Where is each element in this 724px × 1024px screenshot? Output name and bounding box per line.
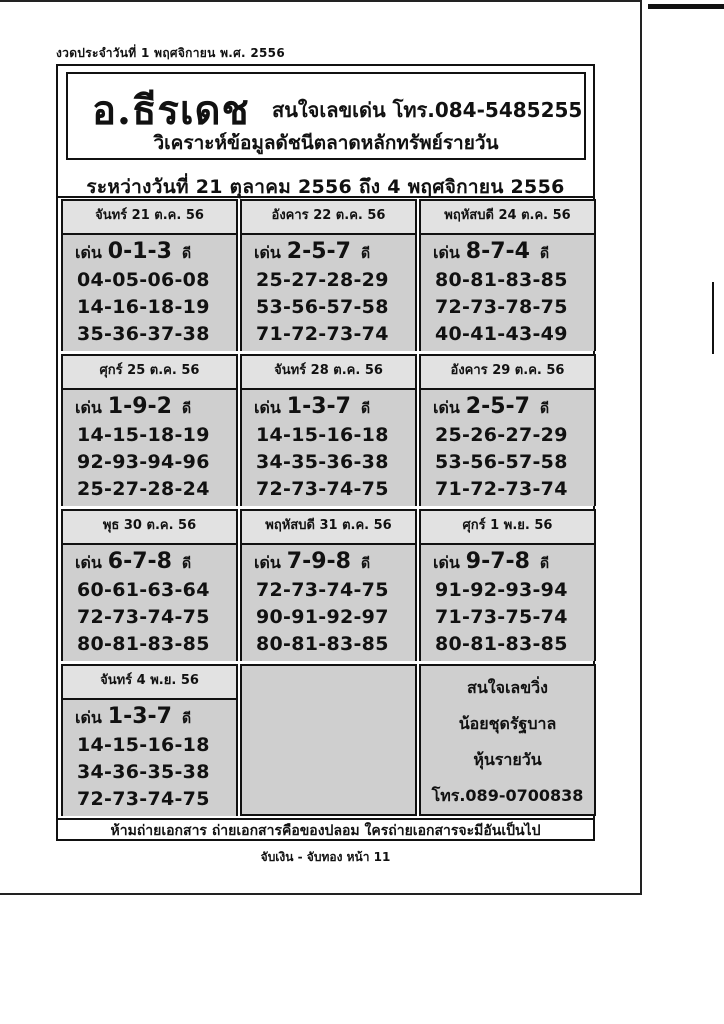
day-date: อังคาร 29 ต.ค. 56 <box>421 356 594 390</box>
day-date: จันทร์ 28 ต.ค. 56 <box>242 356 415 390</box>
number-row: 14-15-18-19 <box>77 424 210 446</box>
number-row: 53-56-57-58 <box>435 451 568 473</box>
blank-panel <box>240 664 417 816</box>
number-row: 90-91-92-97 <box>256 606 389 628</box>
lead-label: เด่น <box>254 398 281 417</box>
number-row: 80-81-83-85 <box>435 633 568 655</box>
day-body <box>421 390 594 506</box>
subtitle: วิเคราะห์ข้อมูลดัชนีตลาดหลักทรัพย์รายวัน <box>153 132 499 154</box>
lead-numbers: 2-5-7 <box>465 394 530 419</box>
lead-label: เด่น <box>75 553 102 572</box>
contact-line: สนใจเลขเด่น โทร.084-5485255 <box>272 98 583 122</box>
lead-label: เด่น <box>254 243 281 262</box>
day-body <box>63 700 236 816</box>
lead-row <box>63 702 236 732</box>
lead-label: เด่น <box>75 398 102 417</box>
day-date: จันทร์ 21 ต.ค. 56 <box>63 201 236 235</box>
day-date: พุธ 30 ต.ค. 56 <box>63 511 236 545</box>
day-date: จันทร์ 4 พ.ย. 56 <box>63 666 236 700</box>
issue-date-header: งวดประจำวันที่ 1 พฤศจิกายน พ.ศ. 2556 <box>56 46 285 60</box>
number-row: 92-93-94-96 <box>77 451 210 473</box>
day-cell <box>240 354 417 506</box>
lead-label: เด่น <box>433 553 460 572</box>
lead-numbers: 9-7-8 <box>465 549 530 574</box>
day-cell <box>61 199 238 351</box>
day-date: อังคาร 22 ต.ค. 56 <box>242 201 415 235</box>
side-mark <box>712 282 714 354</box>
lead-numbers: 2-5-7 <box>286 239 351 264</box>
number-row: 25-27-28-29 <box>256 269 389 291</box>
good-label: ดี <box>360 401 371 417</box>
good-label: ดี <box>360 246 371 262</box>
page-edge-top <box>0 0 640 2</box>
lead-numbers: 6-7-8 <box>107 549 172 574</box>
day-body <box>242 545 415 661</box>
day-date: ศุกร์ 1 พ.ย. 56 <box>421 511 594 545</box>
day-body <box>421 545 594 661</box>
lead-numbers: 0-1-3 <box>107 239 172 264</box>
lead-label: เด่น <box>433 398 460 417</box>
day-body <box>63 235 236 351</box>
good-label: ดี <box>360 556 371 572</box>
good-label: ดี <box>181 401 192 417</box>
promo-line: น้อยชุดรัฐบาล <box>458 714 557 733</box>
number-row: 72-73-74-75 <box>77 606 210 628</box>
good-label: ดี <box>539 246 550 262</box>
lead-label: เด่น <box>75 243 102 262</box>
lead-row <box>242 237 415 267</box>
promo-line: หุ้นรายวัน <box>473 750 542 769</box>
good-label: ดี <box>181 556 192 572</box>
lead-row <box>242 392 415 422</box>
lead-label: เด่น <box>254 553 281 572</box>
number-row: 80-81-83-85 <box>77 633 210 655</box>
lead-row <box>421 547 594 577</box>
day-body <box>242 390 415 506</box>
number-row: 35-36-37-38 <box>77 323 210 345</box>
title-box <box>66 72 586 160</box>
number-row: 80-81-83-85 <box>256 633 389 655</box>
number-row: 34-35-36-38 <box>256 451 389 473</box>
day-cell <box>419 354 596 506</box>
lead-numbers: 8-7-4 <box>465 239 530 264</box>
number-row: 71-72-73-74 <box>256 323 389 345</box>
promo-line: สนใจเลขวิ่ง <box>467 678 548 697</box>
day-cell <box>61 664 238 816</box>
day-cell <box>419 199 596 351</box>
good-label: ดี <box>181 711 192 727</box>
lead-numbers: 1-3-7 <box>286 394 351 419</box>
day-cell <box>419 509 596 661</box>
corner-mark <box>648 4 724 9</box>
number-row: 60-61-63-64 <box>77 579 210 601</box>
number-row: 34-36-35-38 <box>77 761 210 783</box>
number-row: 71-72-73-74 <box>435 478 568 500</box>
number-row: 71-73-75-74 <box>435 606 568 628</box>
lead-numbers: 1-3-7 <box>107 704 172 729</box>
number-row: 72-73-74-75 <box>256 478 389 500</box>
number-row: 25-26-27-29 <box>435 424 568 446</box>
page-edge-bottom <box>0 893 642 895</box>
day-date: พฤหัสบดี 31 ต.ค. 56 <box>242 511 415 545</box>
day-date: พฤหัสบดี 24 ต.ค. 56 <box>421 201 594 235</box>
good-label: ดี <box>539 556 550 572</box>
number-row: 53-56-57-58 <box>256 296 389 318</box>
lead-numbers: 1-9-2 <box>107 394 172 419</box>
lead-row <box>421 237 594 267</box>
number-row: 14-15-16-18 <box>256 424 389 446</box>
lead-row <box>63 547 236 577</box>
lead-row <box>63 237 236 267</box>
day-cell <box>240 509 417 661</box>
number-row: 80-81-83-85 <box>435 269 568 291</box>
lead-label: เด่น <box>75 708 102 727</box>
lead-label: เด่น <box>433 243 460 262</box>
day-date: ศุกร์ 25 ต.ค. 56 <box>63 356 236 390</box>
number-row: 04-05-06-08 <box>77 269 210 291</box>
number-row: 91-92-93-94 <box>435 579 568 601</box>
lead-row <box>63 392 236 422</box>
number-row: 72-73-74-75 <box>256 579 389 601</box>
lead-row <box>242 547 415 577</box>
lead-numbers: 7-9-8 <box>286 549 351 574</box>
number-row: 72-73-74-75 <box>77 788 210 810</box>
day-cell <box>61 509 238 661</box>
day-body <box>63 545 236 661</box>
page-footer: จับเงิน - จับทอง หน้า 11 <box>260 850 391 864</box>
good-label: ดี <box>181 246 192 262</box>
day-body <box>63 390 236 506</box>
good-label: ดี <box>539 401 550 417</box>
promo-panel <box>419 664 596 816</box>
promo-phone: โทร.089-0700838 <box>431 786 584 805</box>
lead-row <box>421 392 594 422</box>
day-body <box>421 235 594 351</box>
number-row: 72-73-78-75 <box>435 296 568 318</box>
day-body <box>242 235 415 351</box>
number-row: 25-27-28-24 <box>77 478 210 500</box>
number-row: 40-41-43-49 <box>435 323 568 345</box>
number-row: 14-16-18-19 <box>77 296 210 318</box>
number-row: 14-15-16-18 <box>77 734 210 756</box>
day-cell <box>240 199 417 351</box>
day-cell <box>61 354 238 506</box>
copy-warning: ห้ามถ่ายเอกสาร ถ่ายเอกสารคือของปลอม ใครถ่ายเอกสารจะมีอันเป็นไป <box>110 823 541 839</box>
brand-name: อ.ธีรเดช <box>92 87 250 134</box>
page-edge-right <box>640 0 642 895</box>
date-range: ระหว่างวันที่ 21 ตุลาคม 2556 ถึง 4 พฤศจิกายน 2556 <box>86 176 565 198</box>
